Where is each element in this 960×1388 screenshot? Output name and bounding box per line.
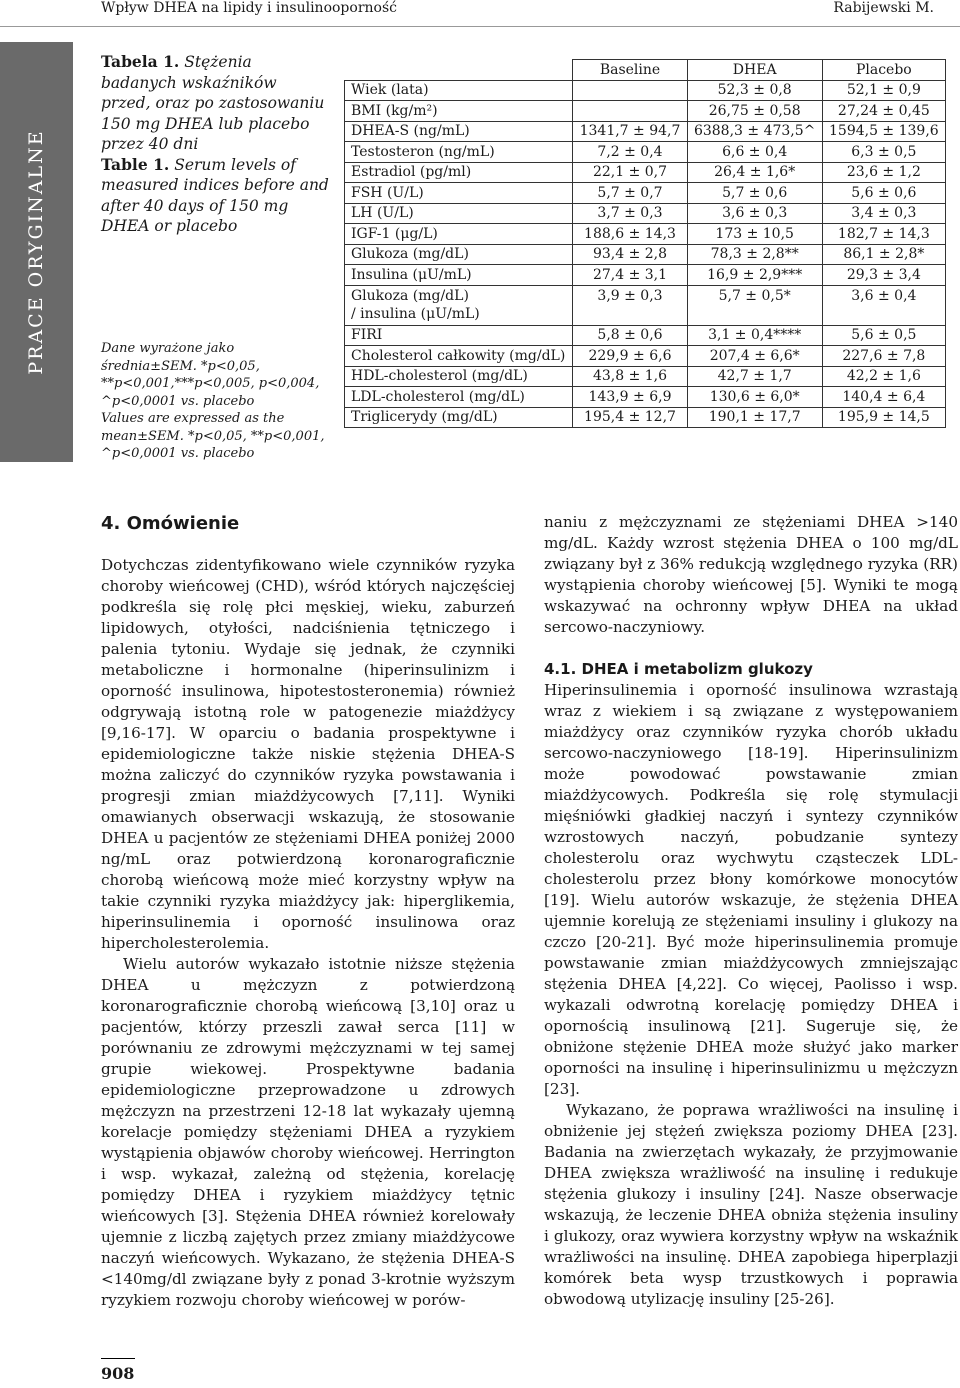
cell-baseline: 3,9 ± 0,3 [573,285,687,325]
cell-dhea: 5,7 ± 0,6 [687,183,822,204]
paragraph: Dotychczas zidentyfikowano wiele czynników ryzyka choroby wieńcowej (CHD), wśród których najczęściej podkreśla się rolę płci męskiej, wieku, zaburzeń lipidowych, otyłości, nadciśnienia tętniczego i palenia tytoniu. Wydaje się jednak, że czynniki metaboliczne i hormonalne (hiperinsulinizm i oporność insulinowa, hipotestosteronemia) również odgrywają istotną role w patogenezie miażdżycy [9,16-17]. W oparciu o badania prospektywne i epidemiologiczne także niskie stężenia DHEA-S można zaliczyć do czynników ryzyka powstawania i progresji zmian miażdżycowych [7,11]. Wyniki omawianych obserwacji wskazują, że stosowanie DHEA u pacjentów ze stężeniami DHEA poniżej 2000 ng/mL oraz potwierdzoną koronarograficznie chorobą wieńcową może mieć korzystny wpływ na takie czynniki ryzyka miażdżycy jak: hiperglikemia, hiperinsulinemia i oporność insulinowa oraz hipercholesterolemia. [101,556,515,952]
table-row [345,183,946,204]
row-label: Glukoza (mg/dL) [345,244,573,265]
cell-baseline: 195,4 ± 12,7 [573,407,687,428]
table-header-row [345,60,946,81]
notes-pl: Dane wyrażone jako średnia±SEM. *p<0,05, **p<0,001,***p<0,005, p<0,004, ^p<0,0001 vs. placebo [101,341,320,409]
cell-placebo: 52,1 ± 0,9 [822,80,945,101]
caption-pl-text: Stężenia badanych wskaźników przed, oraz po zastosowaniu 150 mg DHEA lub placebo przez 40 dni [101,53,325,153]
cell-placebo: 23,6 ± 1,2 [822,162,945,183]
row-label: Glukoza (mg/dL) / insulina (μU/mL) [345,285,573,325]
cell-baseline: 5,7 ± 0,7 [573,183,687,204]
cell-placebo: 42,2 ± 1,6 [822,366,945,387]
cell-dhea: 5,7 ± 0,5* [687,285,822,325]
table-caption [101,52,329,237]
table-row [345,244,946,265]
cell-dhea: 173 ± 10,5 [687,224,822,245]
caption-pl-label: Tabela 1. [101,52,180,71]
cell-placebo: 5,6 ± 0,5 [822,325,945,346]
header-title: Wpływ DHEA na lipidy i insulinooporność [101,0,397,16]
cell-placebo: 227,6 ± 7,8 [822,346,945,367]
header-author: Rabijewski M. [833,0,934,16]
header-dhea: DHEA [687,60,822,81]
cell-placebo: 182,7 ± 14,3 [822,224,945,245]
row-label: FSH (U/L) [345,183,573,204]
cell-dhea: 3,1 ± 0,4**** [687,325,822,346]
footer-rule [101,1358,135,1359]
cell-placebo: 6,3 ± 0,5 [822,142,945,163]
paragraph: Wykazano, że poprawa wrażliwości na insulinę i obniżenie jej stężeń zwiększa poziomy DHEA [23]. Badania na zwierzętach wykazały, że przyjmowanie DHEA zwiększa wrażliwość na insulinę i redukuje stężenia glukozy i insuliny [24]. Nasze obserwacje wskazują, że leczenie DHEA obniża stężenia insuliny i glukozy, oraz wywiera korzystny wpływ na wskaźnik wrażliwości na insulinę. DHEA zapobiega hiperplazji komórek beta wysp trzustkowych i poprawia obwodową utylizację insuliny [25-26]. [544,1101,958,1308]
header-baseline: Baseline [573,60,687,81]
sidebar-label: PRACE ORYGINALNE [25,129,47,375]
cell-dhea: 190,1 ± 17,7 [687,407,822,428]
text-column-left [101,512,515,1311]
cell-dhea: 78,3 ± 2,8** [687,244,822,265]
row-label: BMI (kg/m²) [345,101,573,122]
cell-baseline [573,80,687,101]
row-label: LDL-cholesterol (mg/dL) [345,387,573,408]
table-row [345,203,946,224]
cell-placebo: 195,9 ± 14,5 [822,407,945,428]
table-row [345,162,946,183]
cell-dhea: 130,6 ± 6,0* [687,387,822,408]
cell-dhea: 6388,3 ± 473,5^ [687,121,822,142]
table-row [345,366,946,387]
header-placebo: Placebo [822,60,945,81]
row-label: DHEA-S (ng/mL) [345,121,573,142]
table-row [345,101,946,122]
notes-en: Values are expressed as the mean±SEM. *p<0,05, **p<0,001, ^p<0,0001 vs. placebo [101,411,325,461]
row-label: Testosteron (ng/mL) [345,142,573,163]
cell-baseline: 3,7 ± 0,3 [573,203,687,224]
row-label: FIRI [345,325,573,346]
row-label: Cholesterol całkowity (mg/dL) [345,346,573,367]
section-heading: 4. Omówienie [101,513,240,534]
table-row [345,224,946,245]
cell-baseline: 7,2 ± 0,4 [573,142,687,163]
table-row [345,142,946,163]
caption-en-label: Table 1. [101,154,170,174]
cell-dhea: 16,9 ± 2,9*** [687,265,822,286]
row-label: Estradiol (pg/ml) [345,162,573,183]
cell-baseline: 229,9 ± 6,6 [573,346,687,367]
page-number: 908 [101,1364,135,1383]
table-row [345,387,946,408]
table-row [345,346,946,367]
cell-placebo: 1594,5 ± 139,6 [822,121,945,142]
cell-placebo: 86,1 ± 2,8* [822,244,945,265]
subsection-heading: 4.1. DHEA i metabolizm glukozy [544,660,813,678]
paragraph: naniu z mężczyznami ze stężeniami DHEA >140 mg/dL. Każdy wzrost stężenia DHEA o 100 mg/dL związany był z 36% redukcją względnego ryzyka (RR) wystąpienia choroby wieńcowej [5]. Wyniki te mogą wskazywać na ochronny wpływ DHEA na układ sercowo-naczyniowy. [544,513,958,636]
cell-dhea: 3,6 ± 0,3 [687,203,822,224]
cell-dhea: 6,6 ± 0,4 [687,142,822,163]
table-notes [101,340,329,463]
table-row [345,80,946,101]
cell-placebo: 27,24 ± 0,45 [822,101,945,122]
cell-placebo: 5,6 ± 0,6 [822,183,945,204]
cell-placebo: 140,4 ± 6,4 [822,387,945,408]
cell-baseline: 1341,7 ± 94,7 [573,121,687,142]
cell-baseline: 143,9 ± 6,9 [573,387,687,408]
cell-placebo: 3,6 ± 0,4 [822,285,945,325]
row-label: IGF-1 (μg/L) [345,224,573,245]
row-label: Wiek (lata) [345,80,573,101]
cell-dhea: 42,7 ± 1,7 [687,366,822,387]
section-sidebar [0,42,73,462]
table-body [345,80,946,428]
header-empty-cell [345,60,573,81]
results-table [344,59,946,428]
cell-baseline: 43,8 ± 1,6 [573,366,687,387]
cell-baseline: 188,6 ± 14,3 [573,224,687,245]
cell-dhea: 26,75 ± 0,58 [687,101,822,122]
cell-baseline: 22,1 ± 0,7 [573,162,687,183]
cell-placebo: 29,3 ± 3,4 [822,265,945,286]
table-row [345,121,946,142]
paragraph: Wielu autorów wykazało istotnie niższe stężenia DHEA u mężczyzn z potwierdzoną koronarograficznie chorobą wieńcową [3,10] oraz u pacjentów, którzy przeszli zawał serca [11] w porównaniu ze zdrowymi mężczyznami w tej samej grupie wiekowej. Prospektywne badania epidemiologiczne przeprowadzone u zdrowych mężczyzn na przestrzeni 12-18 lat wykazały ujemną korelacje pomiędzy stężeniami DHEA a ryzykiem wystąpienia objawów choroby wieńcowej. Herrington i wsp. wykazał, zależną od stężenia, korelację pomiędzy DHEA i ryzykiem miażdżycy tętnic wieńcowych [3]. Stężenia DHEA również korelowały ujemnie z liczbą zajętych przez zmiany miażdżycowe naczyń wieńcowych. Wykazano, że stężenia DHEA-S <140mg/dl związane były z ponad 3-krotnie wyższym ryzykiem rozwoju choroby wieńcowej w porów- [101,955,515,1309]
text-column-right [544,512,958,1310]
row-label: HDL-cholesterol (mg/dL) [345,366,573,387]
table-row [345,285,946,325]
row-label: Insulina (μU/mL) [345,265,573,286]
table-row [345,325,946,346]
table-row [345,407,946,428]
cell-dhea: 26,4 ± 1,6* [687,162,822,183]
caption-en-text: Serum levels of measured indices before and after 40 days of 150 mg DHEA or placebo [101,155,329,235]
running-header [0,0,960,27]
cell-baseline: 93,4 ± 2,8 [573,244,687,265]
cell-placebo: 3,4 ± 0,3 [822,203,945,224]
paragraph: Hiperinsulinemia i oporność insulinowa wzrastają wraz z wiekiem i są związane z występowaniem miażdżycy oraz czynników ryzyka chorób układu sercowo-naczyniowego [18-19]. Hiperinsulinizm może powodować powstawanie zmian miażdżycowych. Podkreśla się rolę stymulacji mięśniówki gładkiej naczyń i syntezy czynników wzrostowych naczyń, pobudzanie syntezy cholesterolu oraz wychwytu cząsteczek LDL-cholesterolu przez błony komórkowe monocytów [19]. Wielu autorów wskazuje, że stężenia DHEA ujemnie korelują ze stężeniami insuliny i glukozy na czczo [20-21]. Być może hiperinsulinemia promuje powstawanie zmian miażdżycowych zmniejszając stężenia DHEA [4,22]. Co więcej, Paolisso i wsp. wykazali odwrotną korelację pomiędzy DHEA i opornością insulinową [21]. Sugeruje się, że obniżone stężenie DHEA może służyć jako marker oporności na insulinę i hiperinsulinizmu u mężczyzn [23]. [544,681,958,1098]
cell-dhea: 52,3 ± 0,8 [687,80,822,101]
cell-baseline: 27,4 ± 3,1 [573,265,687,286]
cell-baseline: 5,8 ± 0,6 [573,325,687,346]
row-label: LH (U/L) [345,203,573,224]
cell-dhea: 207,4 ± 6,6* [687,346,822,367]
table-row [345,265,946,286]
row-label: Triglicerydy (mg/dL) [345,407,573,428]
cell-baseline [573,101,687,122]
